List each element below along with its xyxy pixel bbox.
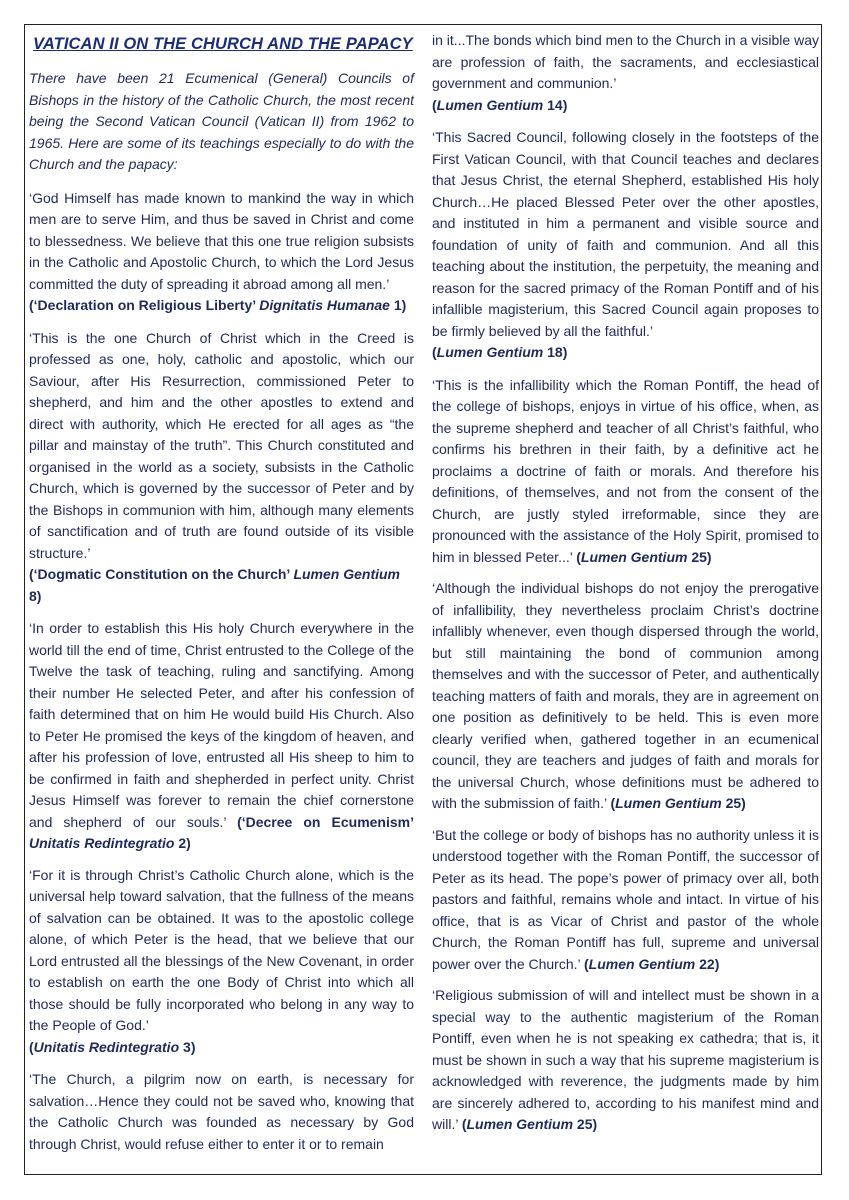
right-column bbox=[432, 30, 819, 1146]
quote-text: ‘But the college or body of bishops has no authority unless it is understood together with the Roman Pontiff, the successor of Peter as its head. The pope’s power of primacy over all, both pastors and faithful, remains whole and intact. In virtue of his office, that is as Vicar of Christ and pastor of the whole Church, the Roman Pontiff has full, supreme and universal power over the Church.’ bbox=[432, 826, 819, 972]
citation-number: 25) bbox=[687, 548, 712, 565]
citation-text: ( bbox=[610, 795, 616, 811]
citation-number: 25) bbox=[721, 795, 746, 811]
citation-lumen-gentium-25 bbox=[610, 795, 745, 811]
citation-text: ( bbox=[576, 548, 581, 565]
citation-lumen-gentium-18 bbox=[432, 342, 819, 364]
citation-lumen-gentium-14 bbox=[432, 95, 819, 117]
citation-lumen-gentium-25 bbox=[462, 1116, 597, 1132]
quote-lumen-gentium-14-start: ‘The Church, a pilgrim now on earth, is necessary for salvation…Hence they could not be saved who, knowing that the Catholic Church was founded as necessary by God through Christ, would refuse either to enter it or to remain bbox=[29, 1071, 414, 1152]
quote-lumen-gentium-25-submission bbox=[432, 985, 819, 1136]
citation-title: Unitatis Redintegratio bbox=[29, 835, 175, 851]
citation-text: ( bbox=[432, 344, 437, 360]
citation-number: 14) bbox=[543, 96, 568, 113]
citation-title: Lumen Gentium bbox=[580, 548, 688, 565]
citation-dignitatis-humanae bbox=[29, 295, 414, 317]
citation-number: 8) bbox=[29, 587, 42, 604]
quote-dignitatis-humanae: ‘God Himself has made known to mankind the way in which men are to serve Him, and thus be saved in Christ and come to blessedness. We believe that this one true religion subsists in the Catholic and Apostolic Church, to which the Lord Jesus committed the duty of spreading it abroad among all men.’ bbox=[29, 189, 414, 292]
citation-unitatis-redintegratio-3 bbox=[29, 1037, 414, 1059]
quote-lumen-gentium-8: ‘This is the one Church of Christ which in the Creed is professed as one, holy, catholic and apostolic, which our Saviour, after His Resurrection, commissioned Peter to shepherd, and him and the other apostles to extend and direct with authority, which He erected for all ages as “the pillar and mainstay of the truth”. This Church constituted and organised in the world as a society, subsists in the Catholic Church, which is governed by the successor of Peter and by the Bishops in communion with him, although many elements of sanctification and of truth are found outside of its visible structure.’ bbox=[29, 329, 414, 561]
citation-number: 3) bbox=[179, 1038, 196, 1055]
quote-text: ‘This is the infallibility which the Roman Pontiff, the head of the college of bishops, enjoys in virtue of his office, when, as the supreme shepherd and teacher of all Christ’s faithful, who confirms his brethren in their faith, by a definitive act he proclaims a doctrine of faith or morals. And therefore his definitions, of themselves, and not from the consent of the Church, are justly styled irreformable, since they are pronounced with the assistance of the Holy Spirit, promised to him in blessed Peter...’ bbox=[432, 376, 819, 565]
quote-text: ‘In order to establish this His holy Church everywhere in the world till the end of time, Christ entrusted to the College of the Twelve the task of teaching, ruling and sanctifying. Among their number He selected Peter, and after his confession of faith determined that on him He would build His Church. Also to Peter He promised the keys of the kingdom of heaven, and after his profession of love, entrusted all His sheep to him to be confirmed in faith and shepherded in perfect unity. Christ Jesus Himself was forever to remain the chief cornerstone and shepherd of our souls.’ bbox=[29, 620, 414, 830]
citation-text: ( bbox=[584, 955, 589, 972]
citation-title: Lumen Gentium bbox=[466, 1116, 574, 1132]
citation-text: (‘Declaration on Religious Liberty’ bbox=[29, 297, 260, 313]
citation-number: 18) bbox=[543, 344, 568, 360]
quote-text: ‘Religious submission of will and intellect must be shown in a special way to the authentic magisterium of the Roman Pontiff, even when he is not speaking ex cathedra; that is, it must be shown in such a way that his supreme magisterium is acknowledged with reverence, the judgments made by him are sincerely adhered to, according to his manifest mind and will.’ bbox=[432, 987, 819, 1132]
citation-title: Dignitatis Humanae bbox=[259, 297, 390, 313]
citation-number: 1) bbox=[389, 297, 407, 313]
citation-text: (‘Dogmatic Constitution on the Church’ bbox=[29, 566, 294, 582]
quote-text: ‘Although the individual bishops do not enjoy the prerogative of infallibility, they nevertheless proclaim Christ’s doctrine infallibly whenever, even though dispersed through the world, but still maintaining the bond of communion among themselves and with the successor of Peter, and authentically teaching matters of faith and morals, they are in agreement on one position as definitively to be held. This is even more clearly verified when, gathered together in an ecumenical council, they are teachers and judges of faith and morals for the universal Church, whose definitions must be adhered to with the submission of faith.’ bbox=[432, 580, 819, 811]
citation-title: Lumen Gentium bbox=[588, 955, 696, 972]
left-column bbox=[29, 30, 414, 1155]
citation-title: Unitatis Redintegratio bbox=[33, 1038, 180, 1055]
citation-number: 2) bbox=[174, 835, 191, 851]
citation-text: ( bbox=[461, 1116, 467, 1132]
quote-lumen-gentium-25-infallibility bbox=[432, 375, 819, 569]
quote-lumen-gentium-18: ‘This Sacred Council, following closely in the footsteps of the First Vatican Council, with that Council teaches and declares that Jesus Christ, the eternal Shepherd, established His holy Church…He placed Blessed Peter over the other apostles, and instituted in him a permanent and visible source and foundation of unity of faith and communion. And all this teaching about the institution, the perpetuity, the meaning and reason for the sacred primacy of the Roman Pontiff and of his infallible magisterium, this Sacred Council again proposes to be firmly believed by all the faithful.’ bbox=[432, 129, 819, 339]
quote-unitatis-redintegratio-3: ‘For it is through Christ’s Catholic Church alone, which is the universal help toward salvation, that the fullness of the means of salvation can be obtained. It was to the apostolic college alone, of which Peter is the head, that we believe that our Lord entrusted all the blessings of the New Covenant, in order to establish on earth the one Body of Christ into which all those should be fully incorporated who belong in any way to the People of God.’ bbox=[29, 866, 414, 1033]
intro-paragraph: There have been 21 Ecumenical (General) Councils of Bishops in the history of the Catholic Church, the most recent being the Second Vatican Council (Vatican II) from 1962 to 1965. Here are some of its teachings especially to do with the Church and the papacy: bbox=[29, 70, 414, 172]
page-title: VATICAN II ON THE CHURCH AND THE PAPACY bbox=[33, 35, 413, 53]
quote-lumen-gentium-25-bishops bbox=[432, 578, 819, 815]
citation-text: ( bbox=[29, 1038, 34, 1055]
quote-lumen-gentium-14-cont: in it...The bonds which bind men to the Church in a visible way are profession of faith, the sacraments, and ecclesiastical government and communion.’ bbox=[432, 32, 819, 91]
citation-lumen-gentium-22 bbox=[584, 956, 719, 972]
citation-number: 22) bbox=[695, 955, 720, 972]
citation-text: (‘Decree on Ecumenism’ bbox=[237, 813, 414, 830]
citation-title: Lumen Gentium bbox=[436, 344, 544, 360]
quote-lumen-gentium-22 bbox=[432, 825, 819, 976]
citation-title: Lumen Gentium bbox=[293, 566, 400, 582]
citation-lumen-gentium-25 bbox=[576, 549, 711, 565]
citation-text: ( bbox=[432, 96, 437, 113]
quote-unitatis-redintegratio-2 bbox=[29, 618, 414, 855]
citation-title: Lumen Gentium bbox=[615, 795, 722, 811]
citation-lumen-gentium-8 bbox=[29, 564, 414, 607]
citation-number: 25) bbox=[573, 1116, 598, 1132]
citation-title: Lumen Gentium bbox=[436, 96, 544, 113]
